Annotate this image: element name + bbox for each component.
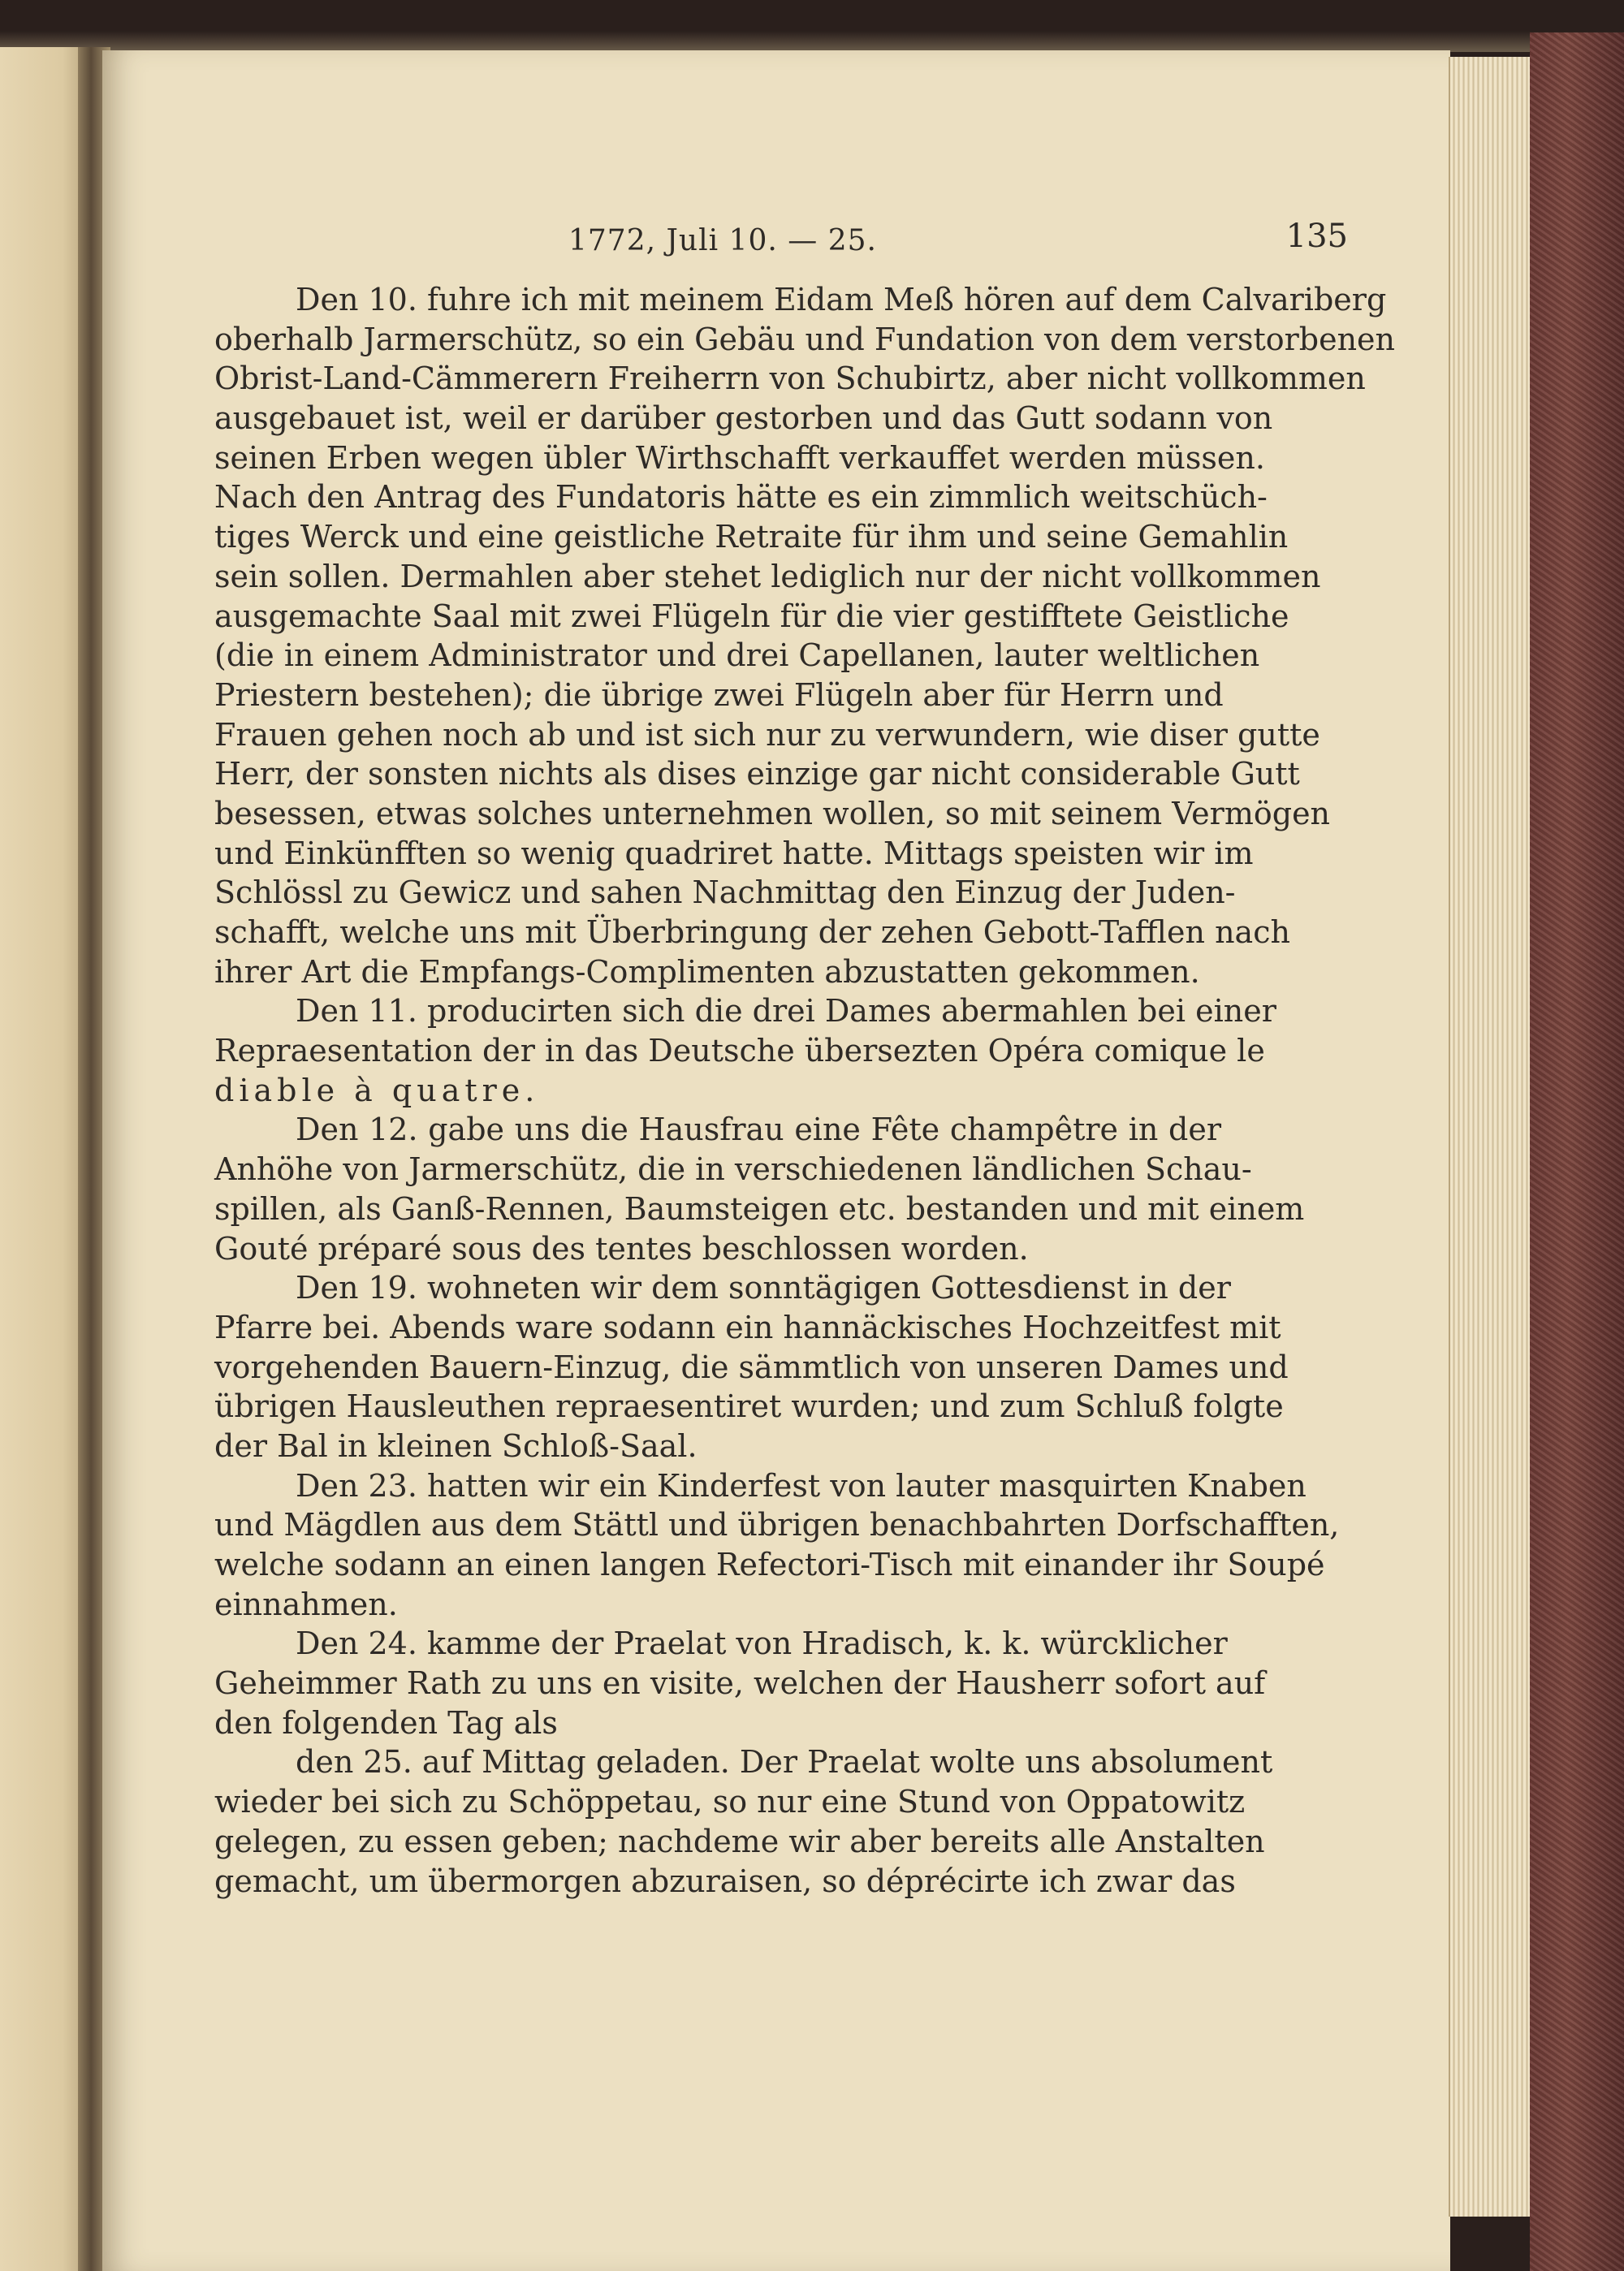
book-cover: [1530, 32, 1624, 2271]
text-line: wieder bei sich zu Schöppetau, so nur eine Stund von Oppatowitz: [214, 1784, 1246, 1820]
text-line: übrigen Hausleuthen repraesentiret wurden; und zum Schluß folgte: [214, 1388, 1284, 1425]
text-line: Repraesentation der in das Deutsche übersezten Opéra comique le: [214, 1033, 1265, 1069]
text-line: Obrist-Land-Cämmerern Freiherrn von Schubirtz, aber nicht vollkommen: [214, 361, 1366, 397]
text-line: Anhöhe von Jarmerschütz, die in verschiedenen ländlichen Schau-: [214, 1151, 1252, 1188]
text-line: diable à quatre.: [214, 1072, 540, 1108]
text-line: Pfarre bei. Abends ware sodann ein hannäckisches Hochzeitfest mit: [214, 1309, 1281, 1345]
text-line: Den 23. hatten wir ein Kinderfest von lauter masquirten Knaben: [296, 1467, 1307, 1504]
text-line: Priestern bestehen); die übrige zwei Flügeln aber für Herrn und: [214, 676, 1224, 713]
text-line: Gouté préparé sous des tentes beschlossen worden.: [214, 1230, 1029, 1267]
text-line: sein sollen. Dermahlen aber stehet lediglich nur der nicht vollkommen: [214, 558, 1321, 594]
text-line: gelegen, zu essen geben; nachdeme wir aber bereits alle Anstalten: [214, 1823, 1265, 1859]
text-line: den 25. auf Mittag geladen. Der Praelat wolte uns absolument: [296, 1744, 1273, 1781]
text-line: Den 10. fuhre ich mit meinem Eidam Meß hören auf dem Calvariberg: [296, 282, 1387, 317]
text-line: ausgebauet ist, weil er darüber gestorben und das Gutt sodann von: [214, 400, 1273, 437]
text-line: oberhalb Jarmerschütz, so ein Gebäu und Fundation von dem verstorbenen: [214, 321, 1396, 357]
running-head: 1772, Juli 10. — 25.: [568, 224, 877, 257]
text-line: Den 24. kamme der Praelat von Hradisch, k. k. würcklicher: [296, 1626, 1228, 1662]
text-line: schafft, welche uns mit Überbringung der zehen Gebott-Tafflen nach: [214, 914, 1290, 950]
page-edges: [1449, 57, 1531, 2217]
text-line: Den 11. producirten sich die drei Dames abermahlen bei einer: [296, 993, 1276, 1030]
text-line: Geheimmer Rath zu uns en visite, welchen der Hausherr sofort auf: [214, 1665, 1266, 1702]
text-line: und Einkünfften so wenig quadriret hatte. Mittags speisten wir im: [214, 835, 1254, 871]
scan-background: [0, 0, 1624, 52]
page-number: 135: [1285, 218, 1348, 255]
body-text: [214, 280, 1396, 1901]
text-line: tiges Werck und eine geistliche Retraite für ihm und seine Gemahlin: [214, 519, 1289, 555]
text-line: und Mägdlen aus dem Stättl und übrigen benachbahrten Dorfschafften,: [214, 1507, 1340, 1544]
text-line: Den 19. wohneten wir dem sonntägigen Gottesdienst in der: [296, 1270, 1231, 1306]
text-line: Frauen gehen noch ab und ist sich nur zu verwundern, wie diser gutte: [214, 716, 1320, 753]
text-line: seinen Erben wegen übler Wirthschafft verkauffet werden müssen.: [214, 439, 1265, 476]
text-line: der Bal in kleinen Schloß-Saal.: [214, 1427, 698, 1464]
text-line: (die in einem Administrator und drei Capellanen, lauter weltlichen: [214, 637, 1260, 674]
text-line: den folgenden Tag als: [214, 1704, 558, 1741]
text-line: welche sodann an einen langen Refectori-Tisch mit einander ihr Soupé: [214, 1547, 1325, 1582]
text-line: einnahmen.: [214, 1586, 398, 1622]
text-line: vorgehenden Bauern-Einzug, die sämmtlich von unseren Dames und: [214, 1349, 1289, 1385]
text-line: gemacht, um übermorgen abzuraisen, so déprécirte ich zwar das: [214, 1863, 1236, 1899]
text-line: ihrer Art die Empfangs-Complimenten abzustatten gekommen.: [214, 953, 1200, 990]
facing-page-edge: [0, 47, 89, 2271]
text-line: besessen, etwas solches unternehmen wollen, so mit seinem Vermögen: [214, 795, 1331, 831]
text-line: Den 12. gabe uns die Hausfrau eine Fête champêtre in der: [296, 1112, 1221, 1148]
text-line: Schlössl zu Gewicz und sahen Nachmittag den Einzug der Juden-: [214, 874, 1236, 911]
text-line: spillen, als Ganß-Rennen, Baumsteigen etc. bestanden und mit einem: [214, 1190, 1305, 1227]
text-line: ausgemachte Saal mit zwei Flügeln für die vier gestifftete Geistliche: [214, 598, 1289, 634]
text-line: Herr, der sonsten nichts als dises einzige gar nicht considerable Gutt: [214, 756, 1300, 792]
text-line: Nach den Antrag des Fundatoris hätte es ein zimmlich weitschüch-: [214, 479, 1268, 516]
page-header: [568, 218, 1380, 266]
